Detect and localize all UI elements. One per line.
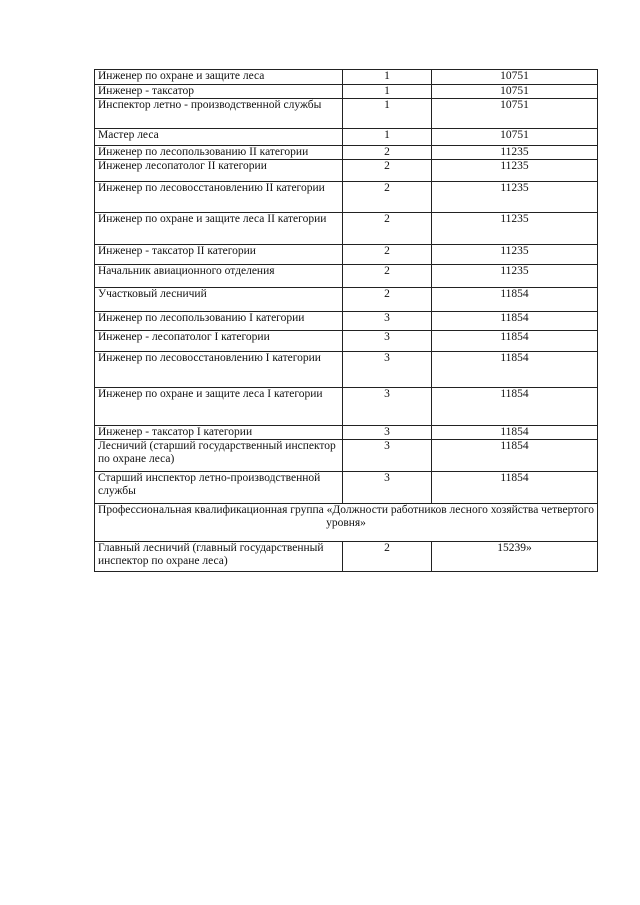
salary-cell: 11235 xyxy=(432,160,598,182)
table-row xyxy=(95,312,598,331)
level-cell: 3 xyxy=(343,352,432,388)
salary-table-body xyxy=(95,70,598,572)
table-row xyxy=(95,331,598,352)
position-cell: Инженер по лесовосстановлению I категории xyxy=(95,352,343,388)
level-cell: 2 xyxy=(343,213,432,245)
table-row xyxy=(95,265,598,288)
position-cell: Инженер по охране и защите леса xyxy=(95,70,343,85)
position-cell: Инженер по лесопользованию II категории xyxy=(95,146,343,160)
level-cell: 3 xyxy=(343,426,432,440)
level-cell: 1 xyxy=(343,129,432,146)
salary-cell: 11854 xyxy=(432,426,598,440)
table-row xyxy=(95,352,598,388)
salary-cell: 11854 xyxy=(432,472,598,504)
position-cell: Инженер по охране и защите леса I категории xyxy=(95,388,343,426)
level-cell: 2 xyxy=(343,160,432,182)
position-cell: Мастер леса xyxy=(95,129,343,146)
table-row xyxy=(95,542,598,572)
table-row xyxy=(95,99,598,129)
level-cell: 3 xyxy=(343,331,432,352)
level-cell: 3 xyxy=(343,472,432,504)
salary-cell: 11235 xyxy=(432,213,598,245)
level-cell: 2 xyxy=(343,288,432,312)
level-cell: 1 xyxy=(343,99,432,129)
level-cell: 2 xyxy=(343,245,432,265)
salary-cell: 11854 xyxy=(432,440,598,472)
table-row xyxy=(95,426,598,440)
level-cell: 2 xyxy=(343,542,432,572)
salary-cell: 11235 xyxy=(432,182,598,213)
table-row xyxy=(95,245,598,265)
table-row xyxy=(95,85,598,99)
salary-cell: 11235 xyxy=(432,146,598,160)
position-cell: Инженер - лесопатолог I категории xyxy=(95,331,343,352)
level-cell: 3 xyxy=(343,388,432,426)
salary-table xyxy=(94,69,598,572)
position-cell: Инженер по лесопользованию I категории xyxy=(95,312,343,331)
salary-cell: 11235 xyxy=(432,245,598,265)
level-cell: 2 xyxy=(343,182,432,213)
table-row xyxy=(95,213,598,245)
position-cell: Старший инспектор летно-производственной службы xyxy=(95,472,343,504)
position-cell: Инженер - таксатор xyxy=(95,85,343,99)
table-row xyxy=(95,288,598,312)
salary-cell: 11854 xyxy=(432,352,598,388)
table-row xyxy=(95,440,598,472)
group-header: Профессиональная квалификационная группа «Должности работников лесного хозяйства четвертого уровня» xyxy=(95,504,598,542)
group-header-row xyxy=(95,504,598,542)
table-row xyxy=(95,129,598,146)
salary-cell: 11854 xyxy=(432,331,598,352)
position-cell: Инженер - таксатор II категории xyxy=(95,245,343,265)
level-cell: 1 xyxy=(343,85,432,99)
level-cell: 3 xyxy=(343,440,432,472)
table-row xyxy=(95,182,598,213)
salary-cell: 10751 xyxy=(432,99,598,129)
table-row xyxy=(95,472,598,504)
table-row xyxy=(95,388,598,426)
position-cell: Инженер по охране и защите леса II категории xyxy=(95,213,343,245)
salary-cell: 11854 xyxy=(432,312,598,331)
position-cell: Лесничий (старший государственный инспектор по охране леса) xyxy=(95,440,343,472)
position-cell: Участковый лесничий xyxy=(95,288,343,312)
salary-cell: 11854 xyxy=(432,388,598,426)
position-cell: Инженер по лесовосстановлению II категории xyxy=(95,182,343,213)
level-cell: 2 xyxy=(343,146,432,160)
position-cell: Начальник авиационного отделения xyxy=(95,265,343,288)
salary-cell: 11235 xyxy=(432,265,598,288)
table-row xyxy=(95,160,598,182)
level-cell: 3 xyxy=(343,312,432,331)
position-cell: Инспектор летно - производственной службы xyxy=(95,99,343,129)
table-row xyxy=(95,146,598,160)
salary-cell: 10751 xyxy=(432,85,598,99)
level-cell: 2 xyxy=(343,265,432,288)
position-cell: Инженер лесопатолог II категории xyxy=(95,160,343,182)
salary-cell: 15239» xyxy=(432,542,598,572)
position-cell: Инженер - таксатор I категории xyxy=(95,426,343,440)
position-cell: Главный лесничий (главный государственный инспектор по охране леса) xyxy=(95,542,343,572)
salary-cell: 10751 xyxy=(432,70,598,85)
salary-cell: 11854 xyxy=(432,288,598,312)
salary-cell: 10751 xyxy=(432,129,598,146)
level-cell: 1 xyxy=(343,70,432,85)
table-row xyxy=(95,70,598,85)
